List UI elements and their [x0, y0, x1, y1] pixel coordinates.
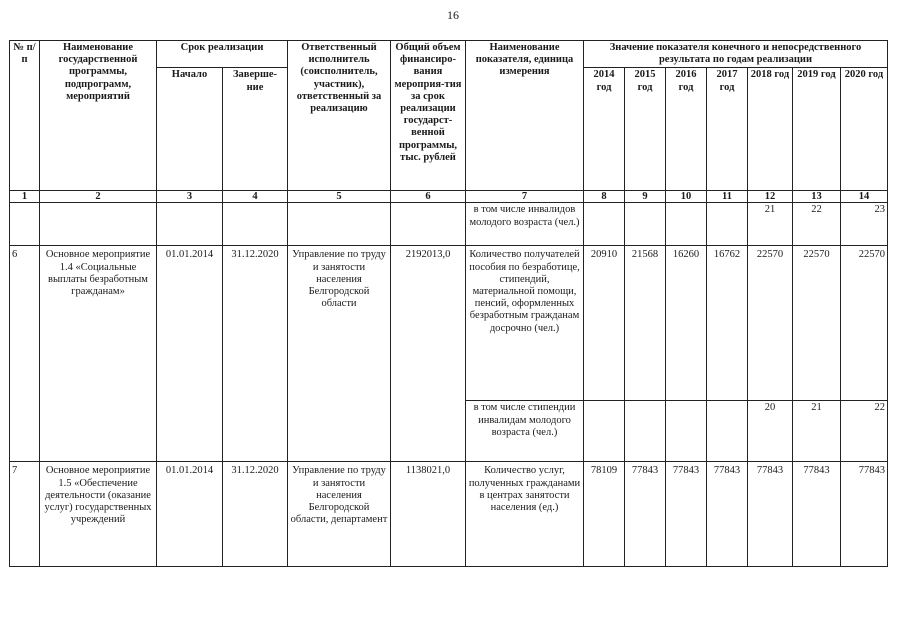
- cell-start: [157, 203, 223, 246]
- cell-value: 23: [841, 203, 888, 246]
- header-year: 2015 год: [625, 68, 666, 191]
- column-number: 4: [223, 191, 288, 203]
- program-table: [9, 40, 888, 567]
- cell-volume: 2192013,0: [391, 246, 466, 462]
- header-year: 2020 год: [841, 68, 888, 191]
- cell-name: Основное мероприятие 1.4 «Социальные выплаты безработным гражданам»: [40, 246, 157, 462]
- header-indicator: Наименование показателя, единица измерения: [466, 41, 584, 191]
- cell-num: 6: [10, 246, 40, 462]
- cell-value: 16762: [707, 246, 748, 401]
- cell-end: 31.12.2020: [223, 246, 288, 462]
- column-number: 10: [666, 191, 707, 203]
- cell-volume: [391, 203, 466, 246]
- cell-responsible: [288, 203, 391, 246]
- column-number: 2: [40, 191, 157, 203]
- cell-start: 01.01.2014: [157, 462, 223, 567]
- column-number: 8: [584, 191, 625, 203]
- cell-end: 31.12.2020: [223, 462, 288, 567]
- cell-value: 77843: [841, 462, 888, 567]
- column-number: 9: [625, 191, 666, 203]
- cell-start: 01.01.2014: [157, 246, 223, 462]
- header-year: 2014 год: [584, 68, 625, 191]
- cell-value: 77843: [748, 462, 793, 567]
- header-end: Заверше-ние: [223, 68, 288, 191]
- cell-value: 77843: [793, 462, 841, 567]
- cell-value: 77843: [666, 462, 707, 567]
- header-year: 2016 год: [666, 68, 707, 191]
- header-year: 2019 год: [793, 68, 841, 191]
- cell-indicator: Количество получателей пособия по безработице, стипендий, материальной помощи, пенсий, оформленных безработным гражданам досрочно (чел.): [466, 246, 584, 401]
- cell-indicator: в том числе стипендии инвалидам молодого возраста (чел.): [466, 401, 584, 462]
- header-start: Начало: [157, 68, 223, 191]
- header-year: 2017 год: [707, 68, 748, 191]
- cell-name: Основное мероприятие 1.5 «Обеспечение деятельности (оказание услуг) государственных учреждений: [40, 462, 157, 567]
- cell-value: [707, 203, 748, 246]
- cell-num: [10, 203, 40, 246]
- column-number: 6: [391, 191, 466, 203]
- cell-value: [625, 401, 666, 462]
- header-year: 2018 год: [748, 68, 793, 191]
- header-num: № п/п: [10, 41, 40, 191]
- cell-num: 7: [10, 462, 40, 567]
- page-number: 16: [447, 8, 459, 22]
- header-volume: Общий объем финансиро-вания мероприя-тия за срок реализации государст-венной программы, тыс. рублей: [391, 41, 466, 191]
- header-name: Наименование государственной программы, подпрограмм, мероприятий: [40, 41, 157, 191]
- cell-value: 22570: [841, 246, 888, 401]
- column-number: 1: [10, 191, 40, 203]
- cell-volume: 1138021,0: [391, 462, 466, 567]
- header-period: Срок реализации: [157, 41, 288, 68]
- cell-name: [40, 203, 157, 246]
- column-number: 7: [466, 191, 584, 203]
- column-number: 11: [707, 191, 748, 203]
- cell-value: 20: [748, 401, 793, 462]
- cell-value: [584, 203, 625, 246]
- table-row: [10, 462, 888, 567]
- cell-value: [666, 401, 707, 462]
- column-number: 12: [748, 191, 793, 203]
- cell-indicator: Количество услуг, полученных гражданами в центрах занятости населения (ед.): [466, 462, 584, 567]
- column-number: 3: [157, 191, 223, 203]
- header-responsible: Ответственный исполнитель (соисполнитель, участник), ответственный за реализацию: [288, 41, 391, 191]
- cell-responsible: Управление по труду и занятости населения Белгородской области, департамент: [288, 462, 391, 567]
- cell-value: [666, 203, 707, 246]
- cell-value: 16260: [666, 246, 707, 401]
- table-row: [10, 203, 888, 246]
- table-row: [10, 246, 888, 401]
- cell-end: [223, 203, 288, 246]
- cell-responsible: Управление по труду и занятости населения Белгородской области: [288, 246, 391, 462]
- header-values: Значение показателя конечного и непосредственного результата по годам реализации: [584, 41, 888, 68]
- header-row-1: [10, 41, 888, 68]
- cell-value: 20910: [584, 246, 625, 401]
- cell-value: [584, 401, 625, 462]
- cell-value: 22570: [793, 246, 841, 401]
- column-number: 5: [288, 191, 391, 203]
- cell-value: [625, 203, 666, 246]
- column-number: 13: [793, 191, 841, 203]
- cell-value: 21: [793, 401, 841, 462]
- cell-value: 21568: [625, 246, 666, 401]
- cell-value: 77843: [625, 462, 666, 567]
- cell-value: 21: [748, 203, 793, 246]
- cell-value: 77843: [707, 462, 748, 567]
- column-number-row: [10, 191, 888, 203]
- cell-value: 22: [841, 401, 888, 462]
- cell-value: [707, 401, 748, 462]
- column-number: 14: [841, 191, 888, 203]
- cell-value: 22: [793, 203, 841, 246]
- cell-value: 22570: [748, 246, 793, 401]
- cell-indicator: в том числе инвалидов молодого возраста (чел.): [466, 203, 584, 246]
- cell-value: 78109: [584, 462, 625, 567]
